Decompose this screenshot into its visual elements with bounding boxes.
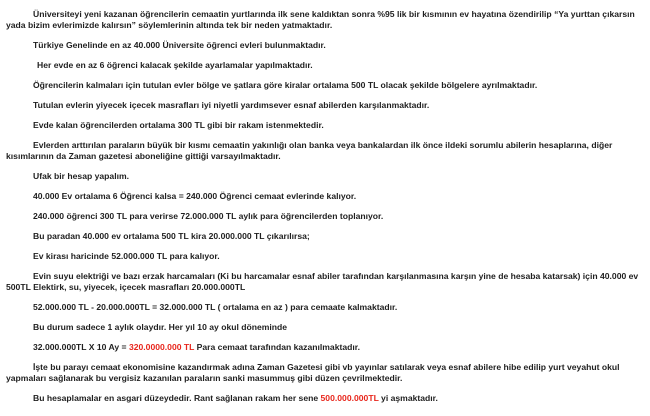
- yearly-text-post: Para cemaat tarafından kazanılmaktadır.: [194, 341, 361, 352]
- yearly-text-pre: 32.000.000TL X 10 Ay =: [33, 341, 129, 352]
- paragraph-intro: Üniversiteyi yeni kazanan öğrencilerin cemaatin yurtlarında ilk sene kaldıktan sonra %95 lik bir kısmının ev hayatına özendirilip “Ya yurttan çıkarsın yada bizim evlerimizde kalırsın” söylemlerinin altında tek bir neden yatmaktadır.: [6, 9, 635, 31]
- paragraph-rent: Öğrencilerin kalmaları için tutulan evler bölge ve şatlara göre kiralar ortalama 500 TL olacak şekilde bölgelere ayrılmaktadır.: [33, 80, 538, 91]
- paragraph-calc-net: 52.000.000 TL - 20.000.000TL = 32.000.000 TL ( ortalama en az ) para cemaate kalmaktadır.: [33, 302, 398, 312]
- paragraph-conclusion: [6, 393, 644, 404]
- paragraph-food-expenses: Tutulan evlerin yiyecek içecek masrafları iyi niyetli yardımsever esnaf abilerden karşılanmaktadır.: [33, 100, 430, 111]
- paragraph-student-fee: Evde kalan öğrencilerden ortalama 300 TL gibi bir rakam istenmektedir.: [33, 119, 324, 130]
- yearly-highlight-amount: 320.0000.000 TL: [128, 341, 195, 352]
- paragraph-calc-period: Bu durum sadece 1 aylık olaydır. Her yıl 10 ay okul döneminde: [33, 321, 288, 332]
- paragraph-economy: İşte bu parayı cemaat ekonomisine kazandırmak adına Zaman Gazetesi gibi vb yayınlar satılarak veya esnaf abilere hibe edilip yurt veyahut okul yapmaları sağlanarak bu vergisiz kazanılan paraların sanki masummuş gibi düzen çevrilmektedir.: [6, 361, 620, 384]
- conclusion-text-pre: Bu hesaplamalar en asgari düzeydedir. Rant sağlanan rakam her sene: [33, 393, 321, 404]
- paragraph-calc-yearly: [6, 342, 644, 353]
- paragraph-calc-intro: Ufak bir hesap yapalım.: [33, 171, 129, 182]
- conclusion-highlight-amount: 500.000.000TL: [320, 393, 379, 404]
- paragraph-house-count: Türkiye Genelinde en az 40.000 Üniversite öğrenci evleri bulunmaktadır.: [33, 40, 326, 51]
- paragraph-calc-students: 40.000 Ev ortalama 6 Öğrenci kalsa = 240.000 Öğrenci cemaat evlerinde kalıyor.: [33, 191, 357, 202]
- paragraph-students-per-house: Her evde en az 6 öğrenci kalacak şekilde ayarlamalar yapılmaktadır.: [37, 60, 313, 71]
- paragraph-calc-rent: Bu paradan 40.000 ev ortalama 500 TL kira 20.000.000 TL çıkarılırsa;: [33, 230, 310, 241]
- paragraph-money-flow: Evlerden arttırılan paraların büyük bir kısmı cemaatin yakınlığı olan banka veya bankalardan ilk önce ildeki sorumlu abilerin hesaplarına, diğer kısımlarının da Zaman gazetesi aboneliğine gittiği varsayılmaktadır.: [6, 139, 613, 162]
- conclusion-text-post: yi aşmaktadır.: [378, 393, 438, 404]
- paragraph-calc-utilities: Evin suyu elektriği ve bazı erzak harcamaları (Ki bu harcamalar esnaf abiler tarafından karşılanmasına karşın yine de hesaba katarsak) için 40.000 ev 500TL Elektirk, su, yiyecek, içecek masrafları 20.000.000TL: [6, 270, 639, 293]
- paragraph-calc-income: 240.000 öğrenci 300 TL para verirse 72.000.000 TL aylık para öğrencilerden toplanıyor.: [33, 210, 384, 221]
- paragraph-calc-remaining: Ev kirası haricinde 52.000.000 TL para kalıyor.: [33, 250, 220, 261]
